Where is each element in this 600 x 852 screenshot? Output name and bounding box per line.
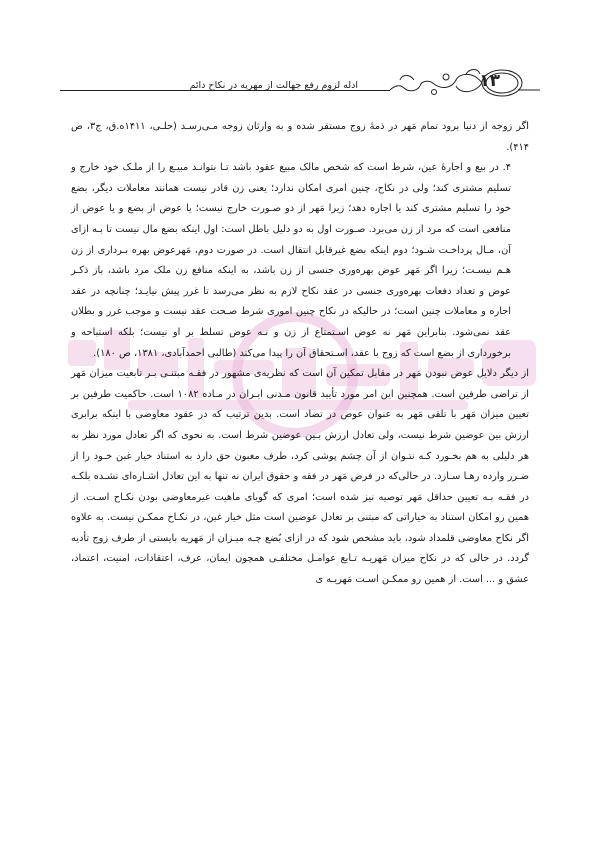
paragraph-3: از دیگر دلایل عوض نبودن مَهر در مقابل تمکین آن است که نظریه‌ی مشهور در فقـه مبتنـی بـر تابعیت میزان مَهر از تراضی طرفین است. همچنین این امر مورد تأیید قانون مـدنی ایـران در مـاده ۱۰۸۲ است. حاکمیت طرفین بر تعیین میزان مَهر با تلقی مَهر به عنوان عوض در تضاد است. بدین ترتیب که در عقود معاوضی با اینکه برابری ارزش بین عوضین شرط نیست، ولی تعادل ارزش بـین عوضین شرط است. به نحوی که اگر تعادل مورد نظر به هر دلیلی به هم بخـورد کـه نتـوان از آن چشم پوشی کرد، طرف مغبون حق دارد به استناد خیار غبن خـود را از ضـرر وارده رهـا سـازد. در حالی‌که در فرض مَهر در فقه و حقوق ایران نه تنها به این تعادل اشـاره‌ای نشـده بلکـه در فقـه بـه تعیین حداقل مَهر توصیه نیز شده است؛ امری که گویای ماهیت غیرمعاوضی بودن نکـاح اسـت. از همین رو امکان استناد به خیاراتی که مبتنی بر تعادل عوضین است مثل خیار غبن، در نکـاح ممکـن نیست. به علاوه اگر نکاح معاوضی قلمداد شود، باید مشخص شود که در ازای بُضع چـه میـزان از مَهریه بایستی از طرف زوج تأدیه گردد. در حالی که در نکاح میزان مَهریـه تـابع عوامـل مختلفـی همچون ایمان، عرف، اعتقادات، امنیت، اعتماد، عشق و ... است. از همین رو ممکـن اسـت مَهریـه ی	[71, 368, 529, 586]
body-text	[71, 117, 529, 591]
running-title: ادله لزوم رفع جهالت از مهریه در نکاح دائم	[189, 80, 358, 91]
paragraph-1: اگر زوجه از دنیا برود تمام مَهر در ذمهٔ زوج مستقر شده و به وارثان زوجه مـی‌رسـد (حلـی، ۱۴۱۱ه.ق، ج۳، ص ۴۱۴).	[71, 121, 530, 153]
running-header	[60, 66, 540, 106]
page-number-ornament	[390, 66, 540, 100]
page-number: ۱۳	[479, 71, 500, 91]
paragraph-2: ۴. در بیع و اجارهٔ عین، شرط است که شخص مالک مبیع عقود باشد تـا بتوانـد مبیـع را از ملـک خود خارج و تسلیم مشتری کند؛ ولی در نکاح، چنین امری امکان ندارد؛ یعنی زن قادر نیست همانند معاملات دیگر، بضع خود را تسلیم مشتری کند یا اجاره دهد؛ زیرا مَهر از دو صـورت خارج نیست؛ یا عوض از بضع و یا عوض از منافعی است که مرد از زن می‌برد. صـورت اول به دو دلیل باطل است: اول اینکه بضع مال نیست تا بـه ازای آن، مـال پرداخـت شـود؛ دوم اینکه بضع غیرقابل انتقال است. در صورت دوم، مَهرعوض بهره بـرداری از زن هـم نیسـت؛ زیرا اگر مَهر عوض بهره‌وری جنسی از زن باشد، به اینکه منافع زن ملک مرد باشد، باز ذکـر عوض و تعداد دفعات بهره‌وری جنسی در عقد نکاح لازم به نظر می‌رسد تا غرر پیش نیایـد؛ چنانچه در عقد اجاره و معاملات چنین است؛ در حالیکه در نکاح چنین اموری شرط صـحت عقد نیست و موجب غرر و بطلان عقد نمی‌شود. بنابراین مَهر نه عوض اسـتمتاع از زن و نـه عوض تسلط بر او نیست؛ بلکه استباحه و برخورداری از بضع است که زوج با عقد، اسـتحقاق آن را پیدا می‌کند (طالبی احمدآبادی، ۱۳۸۱، ص ۱۸۰).	[71, 162, 511, 359]
